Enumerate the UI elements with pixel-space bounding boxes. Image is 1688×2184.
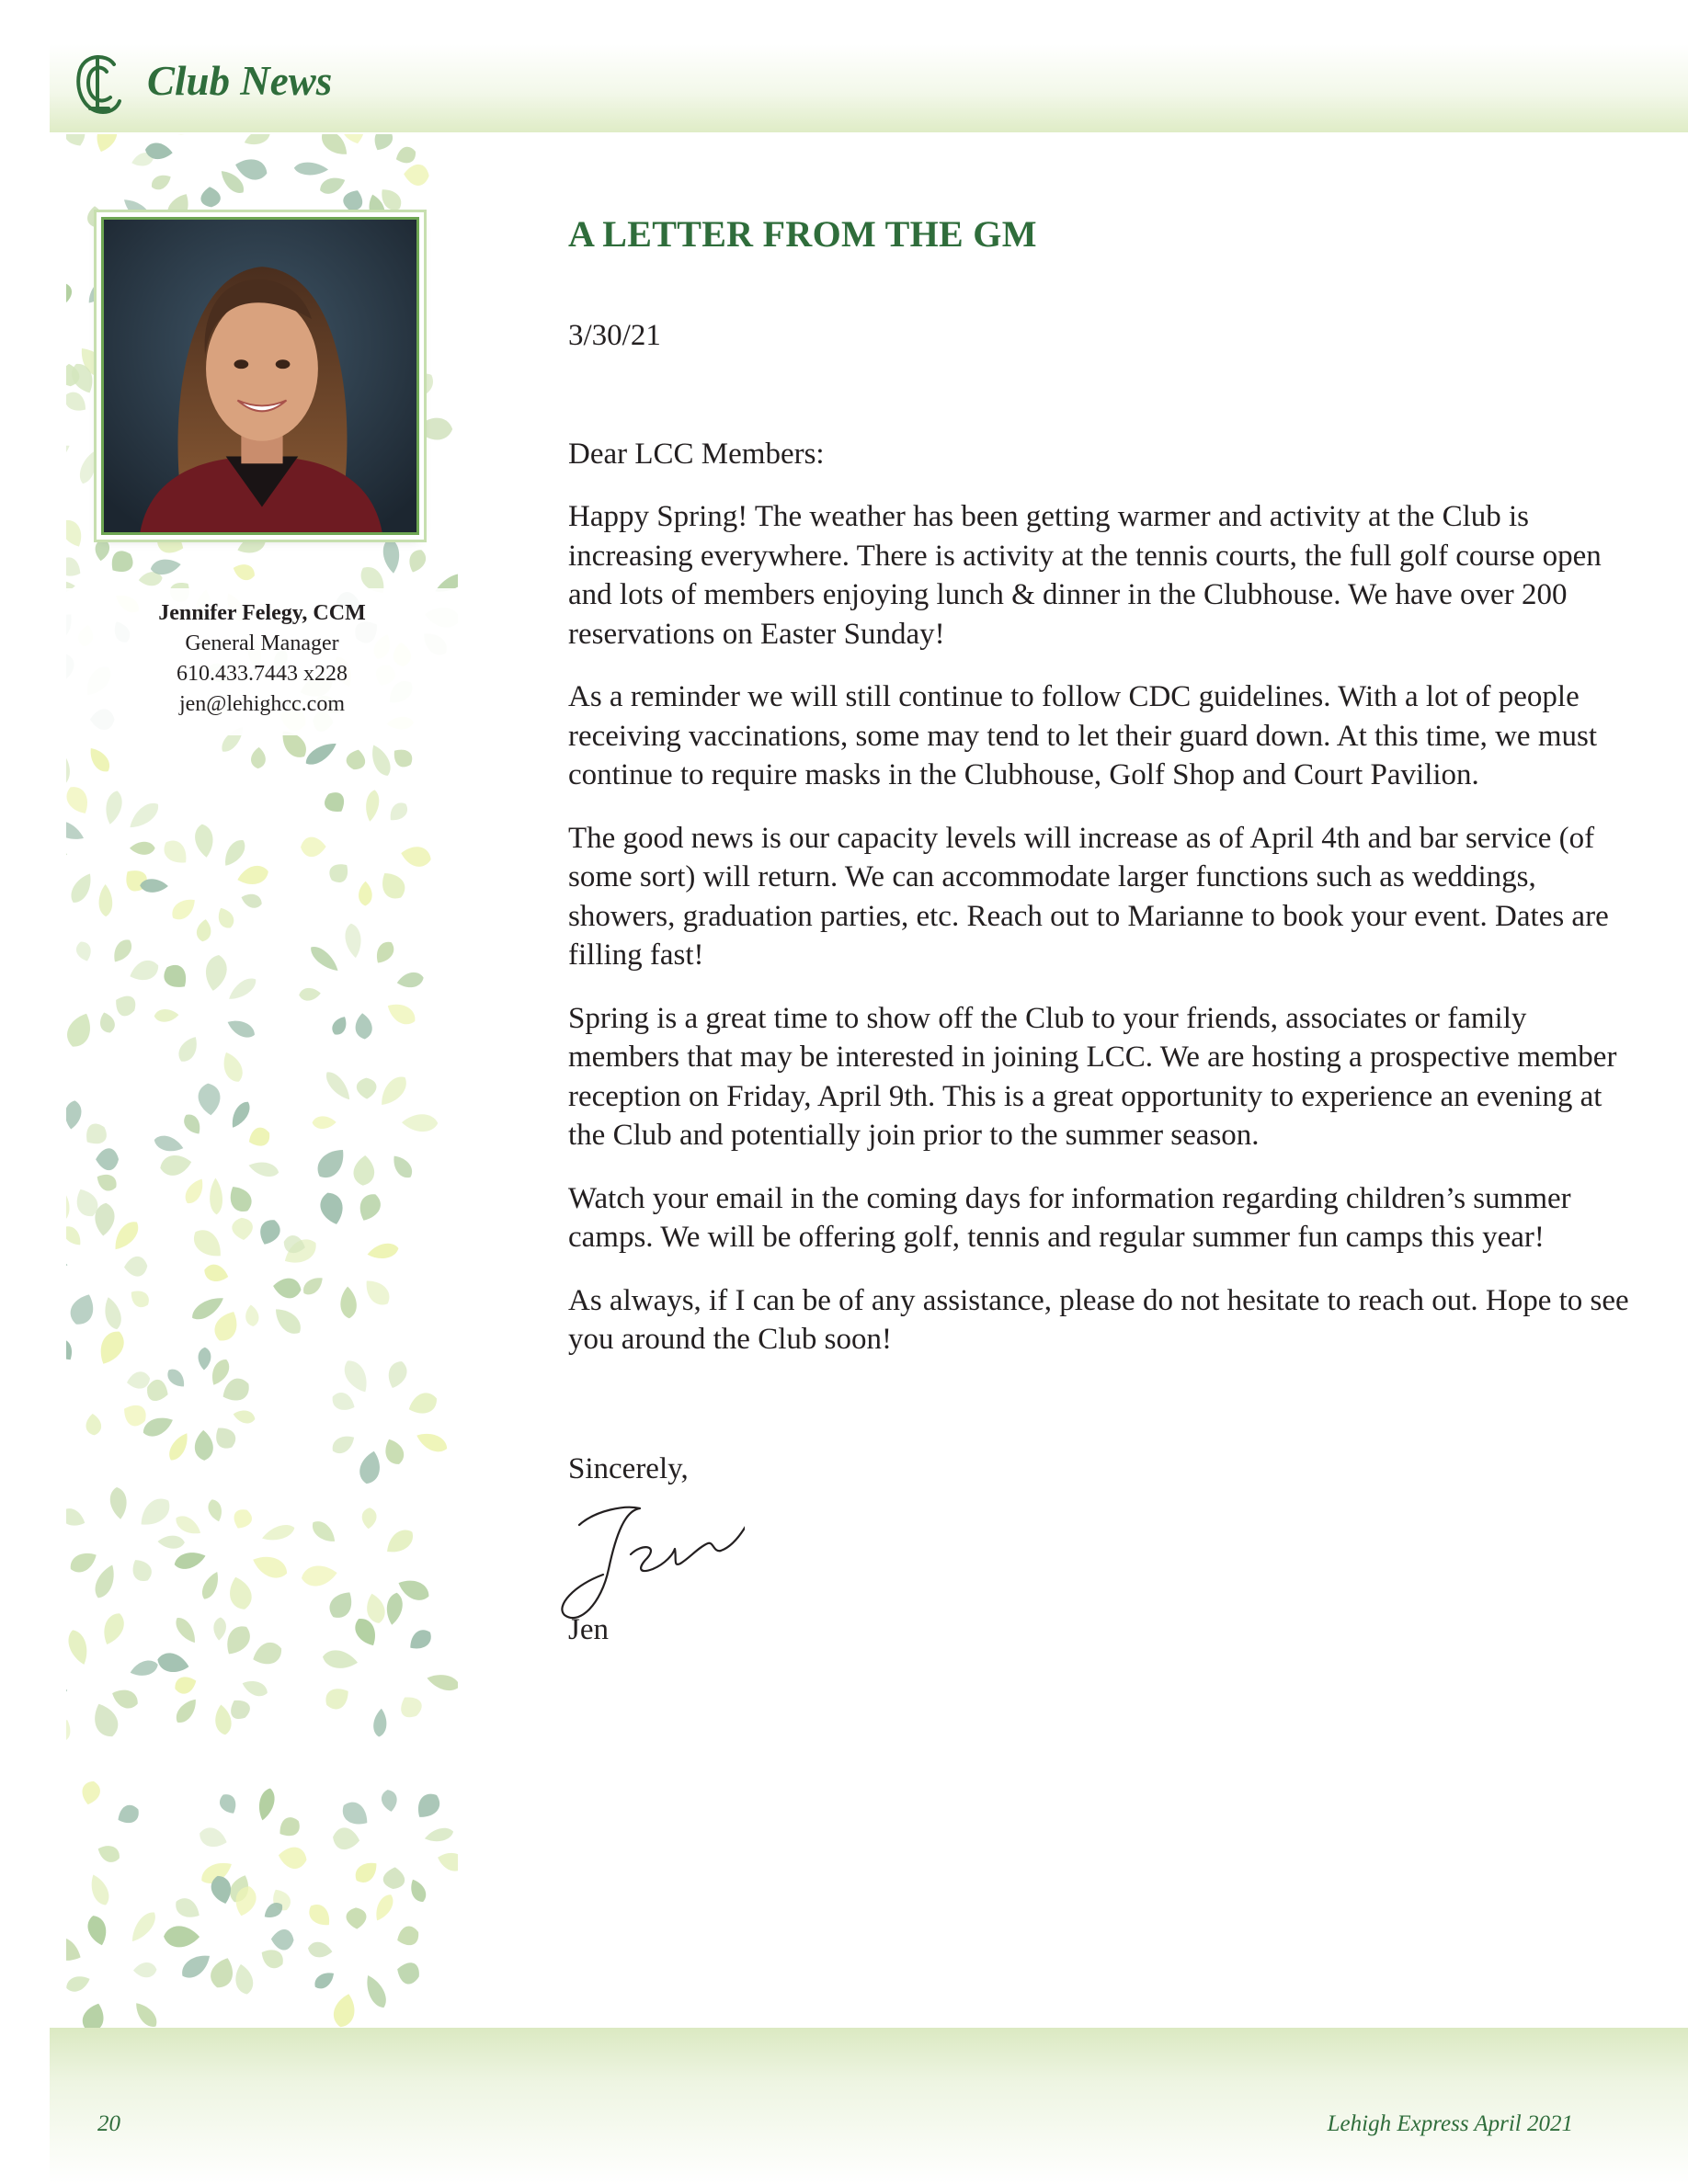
petal-shape xyxy=(329,1014,350,1038)
petal-shape xyxy=(133,1962,157,1978)
petal-shape xyxy=(66,440,73,468)
page-number: 20 xyxy=(97,2111,120,2136)
petal-shape xyxy=(211,1422,240,1452)
contact-title: General Manager xyxy=(185,631,339,655)
petal-shape xyxy=(97,1010,118,1035)
letter-paragraph: As a reminder we will still continue to follow CDC guidelines. With a lot of people receiving vaccinations, some may tend to let their guard down. At this time, we must continue to require masks in the Clubhouse, Golf Shop and Court Pavilion. xyxy=(568,680,1598,791)
petal-shape xyxy=(231,1217,254,1242)
petal-shape xyxy=(382,1525,417,1558)
petal-shape xyxy=(393,1959,422,1987)
publication-info: Lehigh Express April 2021 xyxy=(1327,2111,1573,2136)
petal-shape xyxy=(375,1072,411,1110)
petal-shape xyxy=(180,1111,204,1138)
petal-shape xyxy=(277,1845,308,1871)
petal-shape xyxy=(395,1691,426,1722)
petal-shape xyxy=(159,960,193,994)
petal-shape xyxy=(225,974,259,1005)
petal-shape xyxy=(312,1143,350,1184)
petal-shape xyxy=(66,753,73,790)
petal-shape xyxy=(66,1505,88,1530)
petal-shape xyxy=(193,823,215,859)
petal-shape xyxy=(359,882,372,906)
petal-shape xyxy=(322,1068,355,1104)
petal-shape xyxy=(354,1012,373,1040)
petal-shape xyxy=(395,971,425,990)
petal-shape xyxy=(168,893,200,924)
contact-email: jen@lehighcc.com xyxy=(178,692,346,716)
petal-shape xyxy=(416,417,452,440)
petal-shape xyxy=(414,1428,451,1456)
petal-shape xyxy=(371,1892,397,1924)
petal-shape xyxy=(249,1551,291,1582)
petal-shape xyxy=(216,1791,240,1816)
letter-salutation: Dear LCC Members: xyxy=(568,437,825,471)
petal-shape xyxy=(325,1587,358,1622)
petal-shape xyxy=(345,747,368,771)
petal-shape xyxy=(129,1658,160,1679)
petal-shape xyxy=(92,134,120,155)
petal-shape xyxy=(245,1304,260,1327)
petal-shape xyxy=(200,186,221,208)
petal-shape xyxy=(361,1972,390,2010)
petal-shape xyxy=(426,1671,458,1693)
petal-shape xyxy=(351,1857,382,1887)
petal-shape xyxy=(202,1262,231,1285)
letter-closing: Sincerely, xyxy=(568,1451,689,1485)
petal-shape xyxy=(402,1114,439,1132)
petal-shape xyxy=(371,938,397,967)
petal-shape xyxy=(372,1708,388,1737)
petal-shape xyxy=(199,1569,222,1601)
petal-shape xyxy=(339,1357,373,1397)
letter-title: A LETTER FROM THE GM xyxy=(568,213,1037,255)
petal-shape xyxy=(165,1430,193,1464)
letter-body xyxy=(568,211,1635,1650)
petal-shape xyxy=(251,746,267,768)
petal-shape xyxy=(66,1973,92,1995)
petal-shape xyxy=(380,1789,398,1814)
petal-shape xyxy=(66,1628,92,1667)
petal-shape xyxy=(321,1648,359,1671)
petal-shape xyxy=(389,745,416,771)
petal-shape xyxy=(294,162,329,176)
petal-shape xyxy=(66,1548,100,1577)
petal-shape xyxy=(382,1866,405,1890)
petal-shape xyxy=(123,1256,148,1277)
petal-shape xyxy=(155,1651,191,1676)
portrait-illustration xyxy=(104,220,416,532)
letter-paragraph: As always, if I can be of any assistance, please do not hesitate to reach out. Hope to see you around the Club soon! xyxy=(568,1283,1629,1356)
petal-shape xyxy=(172,1614,200,1646)
petal-shape xyxy=(383,998,419,1029)
petal-shape xyxy=(131,1998,161,2028)
petal-shape xyxy=(195,918,212,942)
petal-shape xyxy=(384,1591,405,1626)
petal-shape xyxy=(224,1016,257,1041)
petal-shape xyxy=(304,1900,335,1931)
petal-shape xyxy=(103,790,125,826)
petal-shape xyxy=(308,1517,339,1546)
section-title: Club News xyxy=(147,58,333,104)
petal-shape xyxy=(66,1802,72,1832)
petal-shape xyxy=(79,1780,102,1807)
petal-shape xyxy=(312,1968,337,1992)
petal-shape xyxy=(337,1797,373,1831)
petal-shape xyxy=(66,1256,68,1272)
petal-shape xyxy=(66,1860,71,1891)
petal-shape xyxy=(66,1223,86,1249)
petal-shape xyxy=(86,744,114,775)
petal-shape xyxy=(405,1389,440,1418)
petal-shape xyxy=(94,1327,129,1369)
petal-shape xyxy=(359,1275,394,1310)
petal-shape xyxy=(93,1170,120,1194)
petal-shape xyxy=(389,1152,416,1182)
letter-paragraph: The good news is our capacity levels will increase as of April 4th and bar service (of some sort) will return. We can accommodate larger functions such as weddings, showers, graduation parties, etc. Reach out to Marianne to book your event. Dates are filling fast! xyxy=(568,821,1609,972)
petal-shape xyxy=(249,1639,285,1669)
petal-shape xyxy=(321,788,350,817)
petal-shape xyxy=(197,1825,230,1851)
petal-shape xyxy=(173,1512,204,1539)
petal-shape xyxy=(66,134,89,150)
petal-shape xyxy=(332,1826,361,1851)
petal-shape xyxy=(325,859,353,886)
petal-shape xyxy=(346,1907,367,1929)
petal-shape xyxy=(130,842,155,855)
petal-shape xyxy=(299,987,322,1002)
contact-name: Jennifer Felegy, CCM xyxy=(158,601,366,625)
petal-shape xyxy=(125,799,163,834)
petal-shape xyxy=(197,1083,222,1117)
lcc-monogram-icon xyxy=(70,48,125,121)
petal-shape xyxy=(80,1120,111,1150)
petal-shape xyxy=(367,742,394,779)
petal-shape xyxy=(231,561,257,583)
petal-shape xyxy=(344,922,364,959)
petal-shape xyxy=(79,2000,108,2028)
petal-shape xyxy=(233,1962,256,1996)
petal-shape xyxy=(213,1703,234,1735)
petal-shape xyxy=(355,1190,384,1224)
petal-shape xyxy=(164,1926,200,1947)
petal-shape xyxy=(172,1549,207,1573)
petal-shape xyxy=(66,1335,77,1364)
petal-shape xyxy=(269,1303,305,1339)
petal-shape xyxy=(203,953,229,993)
petal-shape xyxy=(114,1802,143,1827)
petal-shape xyxy=(302,738,340,769)
petal-shape xyxy=(66,517,86,551)
petal-shape xyxy=(181,1176,208,1207)
petal-shape xyxy=(435,1848,458,1873)
petal-shape xyxy=(393,144,419,167)
petal-shape xyxy=(307,942,342,975)
petal-shape xyxy=(301,836,326,857)
petal-shape xyxy=(376,868,410,904)
petal-shape xyxy=(149,171,174,193)
petal-shape xyxy=(321,1683,353,1713)
petal-shape xyxy=(272,1276,302,1300)
petal-shape xyxy=(206,1497,225,1523)
petal-shape xyxy=(312,1116,336,1129)
petal-shape xyxy=(172,1894,204,1924)
petal-shape xyxy=(66,188,69,220)
petal-shape xyxy=(381,1436,407,1467)
petal-shape xyxy=(317,1189,348,1227)
petal-shape xyxy=(235,532,268,557)
petal-shape xyxy=(339,1286,357,1319)
petal-shape xyxy=(225,1575,255,1612)
petal-shape xyxy=(329,1389,359,1415)
petal-shape xyxy=(207,1954,238,1991)
petal-shape xyxy=(66,553,85,581)
petal-shape xyxy=(134,1493,175,1532)
petal-shape xyxy=(108,1486,129,1520)
petal-shape xyxy=(247,1159,280,1179)
petal-shape xyxy=(66,782,94,818)
petal-shape xyxy=(86,1871,113,1907)
petal-shape xyxy=(329,1431,359,1458)
petal-shape xyxy=(307,1940,334,1959)
petal-shape xyxy=(188,1224,228,1263)
petal-shape xyxy=(242,134,272,149)
petal-shape xyxy=(108,1685,141,1712)
petal-shape xyxy=(110,991,139,1019)
petal-shape xyxy=(370,134,396,154)
petal-shape xyxy=(260,1521,297,1544)
petal-shape xyxy=(385,799,411,825)
petal-shape xyxy=(361,1507,377,1530)
petal-shape xyxy=(240,1677,269,1699)
petal-shape xyxy=(353,1155,376,1186)
petal-shape xyxy=(256,1216,284,1248)
petal-shape xyxy=(219,1049,246,1085)
petal-shape xyxy=(405,547,428,574)
petal-shape xyxy=(66,1681,69,1707)
petal-shape xyxy=(66,1933,86,1967)
petal-shape xyxy=(227,1098,254,1131)
petal-shape xyxy=(209,1177,222,1214)
petal-shape xyxy=(101,1295,124,1331)
petal-shape xyxy=(175,1033,202,1065)
petal-shape xyxy=(363,789,381,823)
petal-shape xyxy=(384,1359,410,1391)
petal-shape xyxy=(405,1626,436,1655)
petal-shape xyxy=(96,1148,119,1170)
petal-shape xyxy=(256,1787,278,1823)
petal-shape xyxy=(366,1241,400,1261)
petal-shape xyxy=(85,1413,101,1436)
petal-shape xyxy=(317,134,353,161)
petal-shape xyxy=(194,1430,213,1462)
petal-shape xyxy=(230,1506,255,1532)
petal-shape xyxy=(66,1009,97,1051)
petal-shape xyxy=(66,1714,76,1746)
petal-shape xyxy=(172,1695,200,1726)
petal-shape xyxy=(317,174,348,198)
petal-shape xyxy=(66,282,73,304)
portrait-photo xyxy=(101,217,419,535)
petal-shape xyxy=(423,1826,454,1845)
petal-shape xyxy=(127,957,162,985)
petal-shape xyxy=(412,1789,445,1823)
petal-shape xyxy=(232,1408,257,1426)
letter-paragraph: Happy Spring! The weather has been getting warmer and activity at the Club is increasing everywhere. There is activity at the tennis courts, the full golf course open and lots of members enjoying lunch & dinner in the Clubhouse. We have over 200 reservations on Easter Sunday! xyxy=(568,500,1602,651)
petal-shape xyxy=(67,870,97,906)
petal-shape xyxy=(220,836,249,870)
petal-shape xyxy=(382,537,401,574)
letter-date: 3/30/21 xyxy=(568,319,661,352)
petal-shape xyxy=(356,1077,376,1099)
petal-shape xyxy=(214,904,237,930)
letter-paragraph: Watch your email in the coming days for information regarding children’s summer camps. We will be offering golf, tennis and regular summer fun camps this year! xyxy=(568,1181,1571,1254)
petal-shape xyxy=(210,1307,243,1345)
petal-shape xyxy=(270,1928,294,1951)
petal-shape xyxy=(66,388,91,416)
petal-shape xyxy=(127,1908,160,1946)
petal-shape xyxy=(393,1923,421,1949)
petal-shape xyxy=(177,1949,215,1983)
petal-shape xyxy=(108,936,135,966)
petal-shape xyxy=(98,1610,128,1648)
petal-shape xyxy=(212,1617,226,1641)
petal-shape xyxy=(300,1273,326,1298)
footer-band xyxy=(50,2028,1688,2184)
contact-phone: 610.433.7443 x228 xyxy=(177,662,348,686)
petal-shape xyxy=(76,449,100,486)
petal-shape xyxy=(399,844,433,870)
letter-paragraph: Spring is a great time to show off the Club to your friends, associates or family members that may be interested in joining LCC. We are hosting a prospective member reception on Friday, April 9th. This is a great opportunity to experience an evening at the Club and potentially join prior to the summer season. xyxy=(568,1001,1617,1152)
petal-shape xyxy=(66,1099,83,1130)
petal-shape xyxy=(275,1814,304,1841)
petal-shape xyxy=(66,1189,72,1226)
petal-shape xyxy=(164,1366,188,1391)
petal-shape xyxy=(158,1152,193,1177)
petal-shape xyxy=(88,1700,122,1741)
petal-shape xyxy=(340,187,367,214)
petal-shape xyxy=(66,846,68,867)
petal-shape xyxy=(95,1841,122,1865)
petal-shape xyxy=(235,863,270,889)
petal-shape xyxy=(165,134,195,141)
petal-shape xyxy=(357,1449,383,1485)
petal-shape xyxy=(239,891,264,910)
petal-shape xyxy=(245,1124,273,1150)
petal-shape xyxy=(98,884,112,916)
petal-shape xyxy=(406,1877,428,1905)
petal-shape xyxy=(153,1132,186,1155)
petal-shape xyxy=(172,1673,199,1697)
petal-shape xyxy=(224,1181,257,1216)
petal-shape xyxy=(85,1913,110,1948)
petal-shape xyxy=(66,816,86,845)
petal-shape xyxy=(154,1008,178,1022)
petal-shape xyxy=(331,1992,359,2028)
petal-shape xyxy=(300,1563,338,1587)
petal-shape xyxy=(128,1555,156,1586)
petal-shape xyxy=(127,1286,153,1311)
petal-shape xyxy=(74,939,94,963)
letter-signoff: Jen xyxy=(568,1613,609,1646)
petal-shape xyxy=(403,164,429,187)
petal-shape xyxy=(159,836,193,870)
petal-shape xyxy=(157,1535,185,1549)
petal-shape xyxy=(66,1291,99,1329)
contact-card xyxy=(66,588,458,735)
petal-shape xyxy=(109,1217,143,1254)
petal-shape xyxy=(106,546,138,578)
petal-shape xyxy=(94,538,110,562)
petal-shape xyxy=(91,1562,120,1601)
petal-shape xyxy=(198,1348,211,1371)
